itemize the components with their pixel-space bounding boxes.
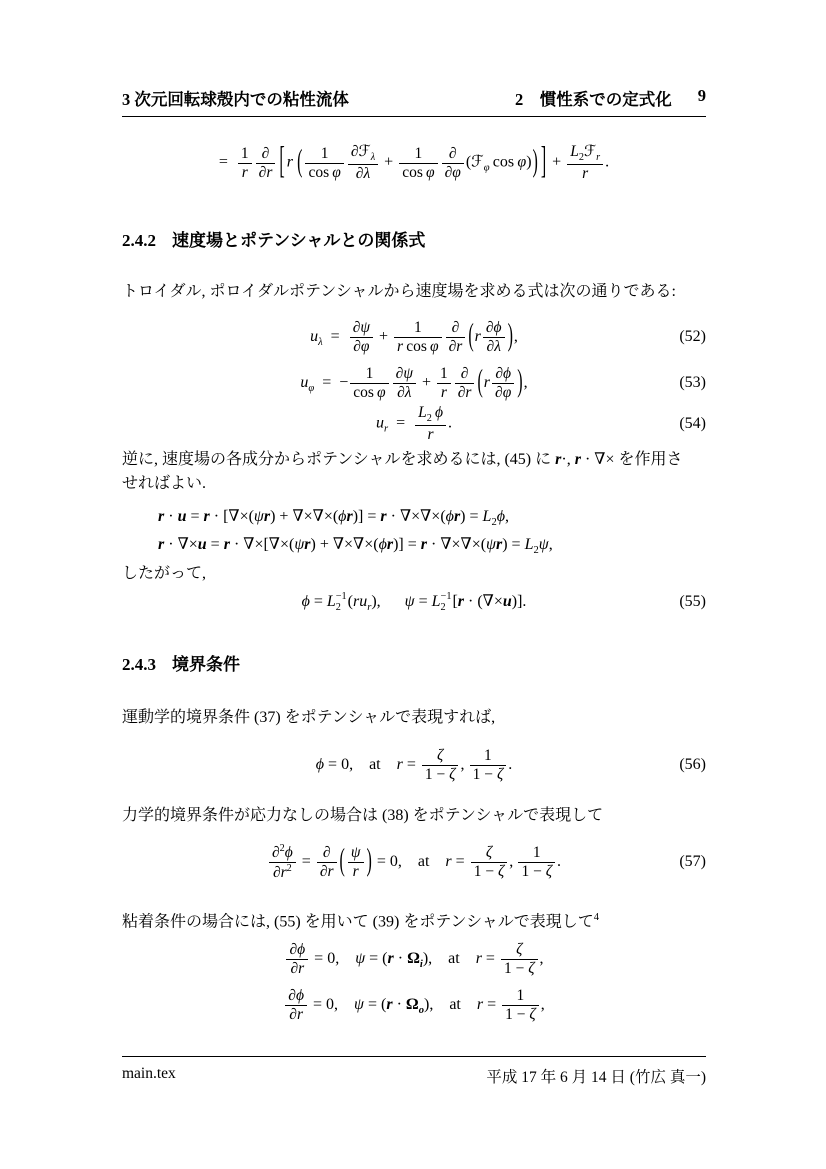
equation-54-math: $u_r$ = $\frac{L_2 \phi}{r}$ . [375,404,453,444]
section-heading-242 [122,226,706,251]
section-title: 境界条件 [172,655,240,674]
running-title-right: 2 慣性系での定式化 [515,90,672,109]
paragraph-intro-velocity: トロイダル, ポロイダルポテンシャルから速度場を求める式は次の通りである: [122,283,676,300]
equation-56-number: (56) [679,756,706,773]
running-title-right-group [515,86,706,110]
page-footer [122,1056,706,1087]
equation-vector-2 [122,531,706,559]
equation-noslip-outer [122,982,706,1028]
section-number: 2.4.2 [122,231,156,250]
footer-date: 平成 17 年 6 月 14 日 (竹広 真一) [486,1069,706,1086]
equation-noslip-outer-math: $\frac{\partial\phi}{\partial r}$ = 0, $\psi = (r \cdot \Omega_o)$, at r = $\frac{1}{1 - \zeta}$ , [283,987,544,1024]
running-title-left: 3 次元回転球殻内での粘性流体 [122,90,349,109]
section-number: 2.4.3 [122,655,156,674]
equation-56-math: ϕ = 0, at r = $\frac{\zeta}{1 - \zeta}$ , $\frac{1}{1 - \zeta}$ . [315,746,513,783]
page-header [122,86,706,117]
equation-57-math: $\frac{\partial^2\phi}{\partial r^2}$ = $\frac{\partial}{\partial r}$ ( $\frac{\psi}{r}$ ) = 0, at r = $\frac{\zeta}{1 - \zeta}$ , $\frac{1}{1 - \zeta}$ . [267,843,561,882]
footer-filename: main.tex [122,1065,176,1082]
equation-52-math: $u_\lambda$ = $\frac{\partial\psi}{\partial\varphi}$ + $\frac{1}{\text{r cos φ}}$ $\frac{\partial}{\partial r}$ (r $\frac{\partial\phi}{\partial\lambda}$ ), [310,318,518,355]
equation-noslip-inner-math: $\frac{\partial\phi}{\partial r}$ = 0, $\psi = (r \cdot \Omega_i)$, at r = $\frac{\zeta}{1 - \zeta}$ , [284,941,543,978]
equation-55-number: (55) [679,593,706,610]
equation-53-number: (53) [679,374,706,391]
section-title: 速度場とポテンシャルとの関係式 [172,231,426,250]
equation-vector-2-math: $r \cdot \nabla\times u = r \cdot \nabla\times[\nabla\times(\psi r) + \nabla\times\nabla\times(\phi r)] = r \cdot \nabla\times\nabla\times(\psi r) = L_2\psi$, [158,535,553,557]
equation-56 [122,738,706,792]
page-number: 9 [697,86,706,105]
equation-continuation [122,132,706,194]
paragraph-inverse: 逆に, 速度場の各成分からポテンシャルを求めるには, (45) に r·, r · ∇× を作用さ せればよい. [122,451,683,492]
paragraph-therefore: したがって, [122,565,207,582]
equation-52-number: (52) [679,328,706,345]
equation-52 [122,312,706,362]
paragraph-noslip-bc: 粘着条件の場合には, (55) を用いて (39) をポテンシャルで表現して$^4$ [122,912,600,931]
equation-continuation-math: = $\frac{1}{r}$ $\frac{\partial}{\partial r}$ [ r ( $\frac{1}{\text{cos φ}}$ $\frac{\partial ℱ_\lambda}{\partial\lambda}$ + $\frac{1}{\text{cos φ}}$ $\frac{\partial}{\partial\varphi}$ (ℱ$_\varphi$ cos φ)) ] + $\frac{L_2ℱ_r}{r}$ . [218,141,610,183]
equation-54-number: (54) [679,415,706,432]
equation-53-math: $u_\varphi$ = − $\frac{1}{\text{cos φ}}$ $\frac{\partial\psi}{\partial\lambda}$ + $\frac{1}{r}$ $\frac{\partial}{\partial r}$ (r $\frac{\partial\phi}{\partial\varphi}$ ), [300,364,528,401]
paragraph-dynamic-bc: 力学的境界条件が応力なしの場合は (38) をポテンシャルで表現して [122,807,604,824]
equation-54 [122,402,706,446]
equation-55 [122,586,706,618]
equation-vector-1-math: $r \cdot u = r \cdot [\nabla\times(\psi r) + \nabla\times\nabla\times(\phi r)] = r \cdot \nabla\times\nabla\times(\phi r) = L_2\phi$, [158,507,509,529]
equation-55-math: ϕ = L −1 2 $(ru_r)$, ψ = L −1 2 [r · (∇×u)]. [301,590,527,614]
equation-57 [122,834,706,890]
paragraph-kinematic-bc: 運動学的境界条件 (37) をポテンシャルで表現すれば, [122,709,496,726]
equation-vector-1 [122,503,706,531]
equation-noslip-inner [122,936,706,982]
equation-53 [122,358,706,408]
equation-57-number: (57) [679,853,706,870]
section-heading-243 [122,650,706,675]
